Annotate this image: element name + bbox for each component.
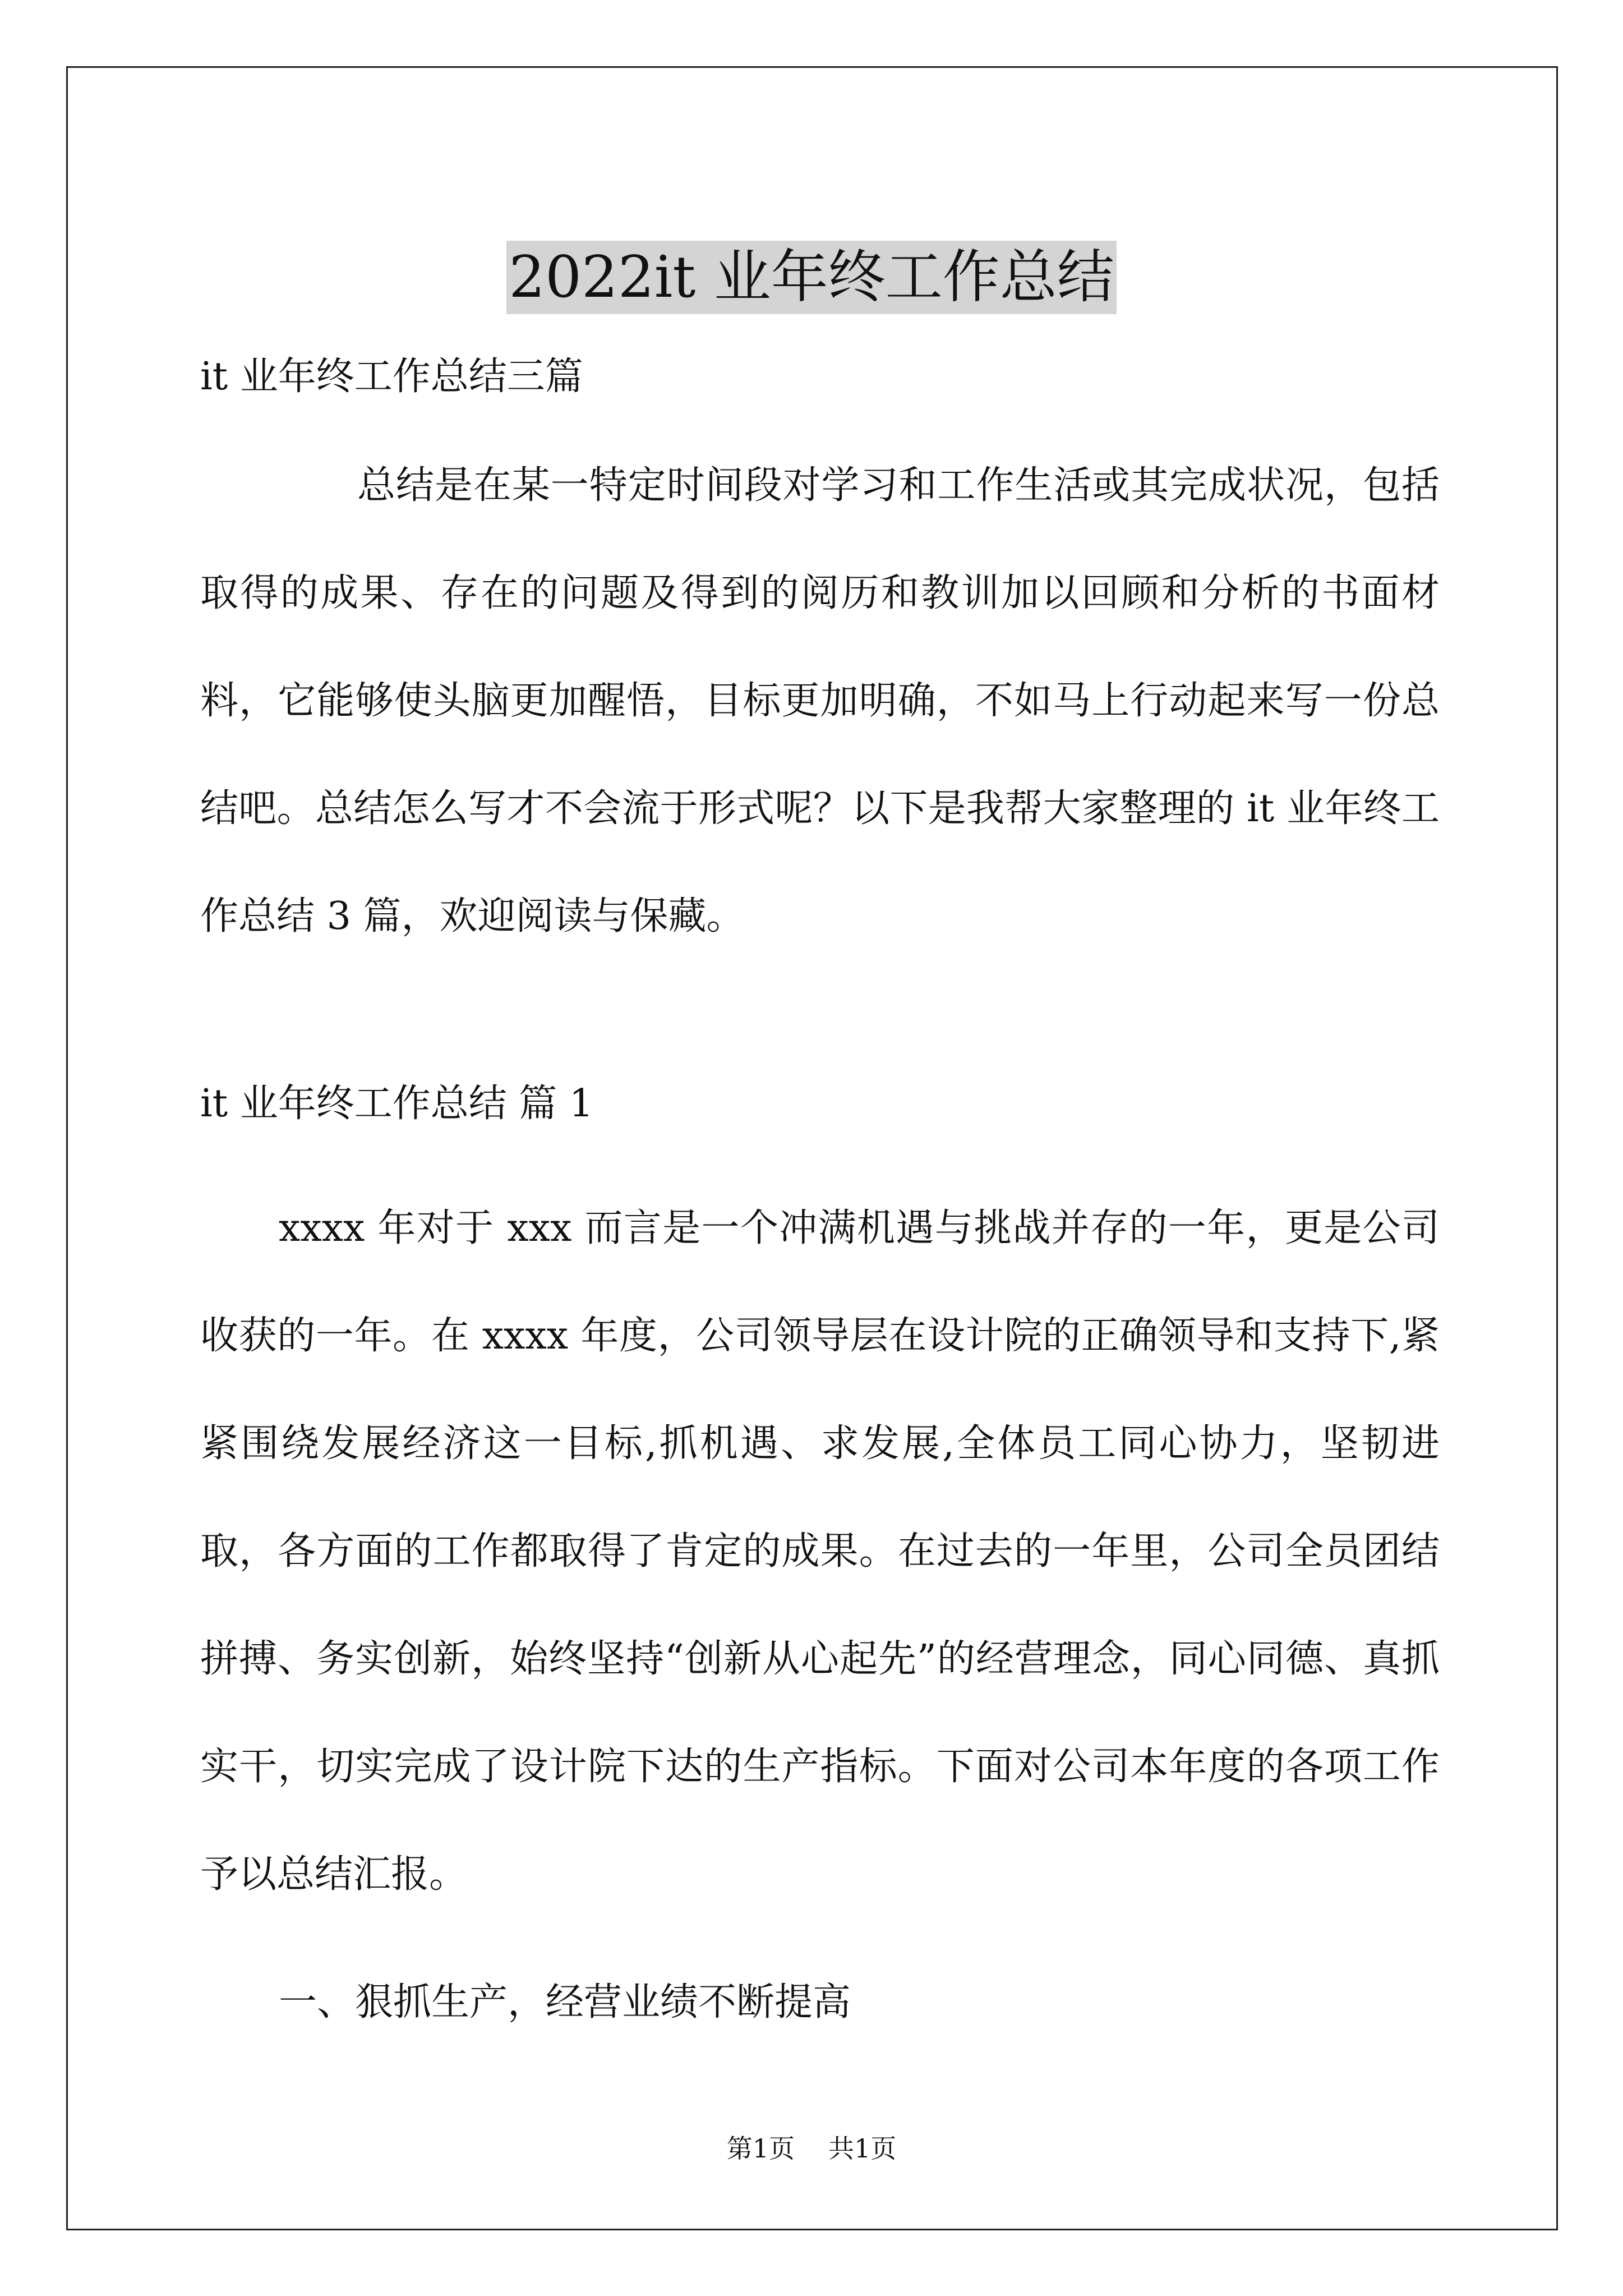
page-number-total: 共1页 <box>828 2133 897 2164</box>
sub-item-heading: 一、狠抓生产，经营业绩不断提高 <box>279 1980 851 2024</box>
section-paragraph: xxxx 年对于 xxx 而言是一个冲满机遇与挑战并存的一年，更是公司收获的一年。在 xxxx 年度，公司领导层在设计院的正确领导和支持下,紧紧围绕发展经济这一目标,抓机遇、求发展,全体员工同心协力，坚韧进取，各方面的工作都取得了肯定的成果。在过去的一年里，公司全员团结拼搏、务实创新，始终坚持“创新从心起先”的经营理念，同心同德、真抓实干，切实完成了设计院下达的生产指标。下面对公司本年度的各项工作予以总结汇报。 <box>200 1206 1440 1897</box>
document-title <box>0 236 1623 320</box>
page-number-current: 第1页 <box>726 2133 795 2164</box>
document-subtitle: it 业年终工作总结三篇 <box>200 355 583 399</box>
intro-paragraph: 总结是在某一特定时间段对学习和工作生活或其完成状况，包括取得的成果、存在的问题及得到的阅历和教训加以回顾和分析的书面材料，它能够使头脑更加醒悟，目标更加明确，不如马上行动起来写一份总结吧。总结怎么写才不会流于形式呢？以下是我帮大家整理的 it 业年终工作总结 3 篇，欢迎阅读与保藏。 <box>200 463 1440 938</box>
section-heading: it 业年终工作总结 篇 1 <box>200 1082 594 1126</box>
document-title-text: 2022it 业年终工作总结 <box>506 241 1117 314</box>
page-footer <box>0 2132 1623 2165</box>
